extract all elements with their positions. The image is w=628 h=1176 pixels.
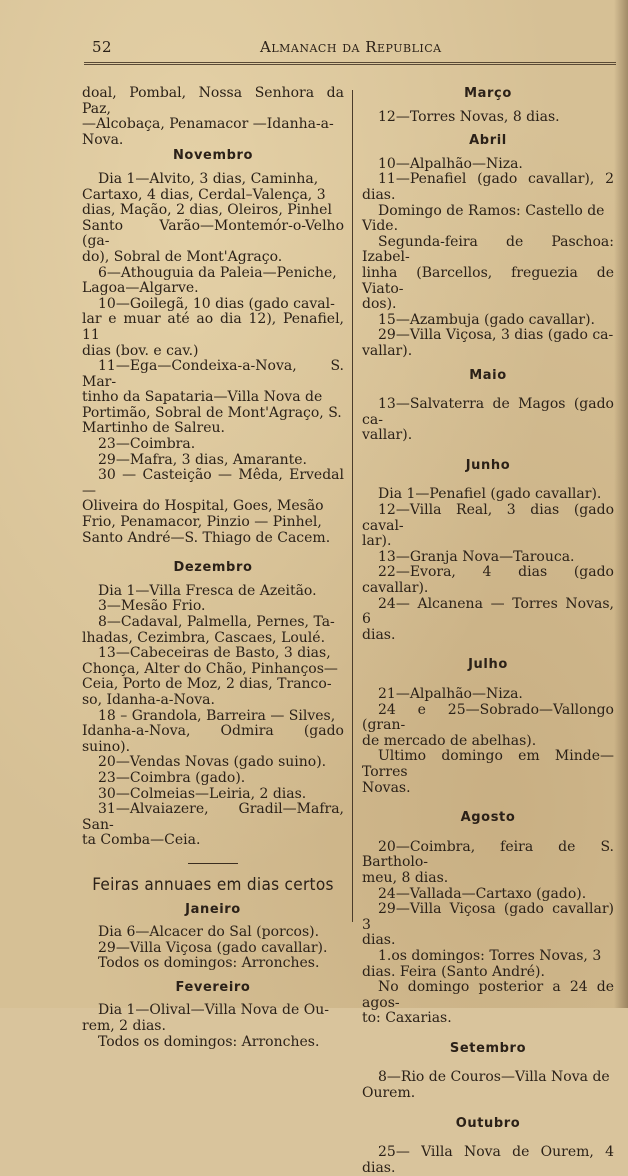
section-title-outubro: Outubro xyxy=(455,1115,521,1131)
text-line: Portimão, Sobral de Mont'Agraço, S. xyxy=(82,404,342,421)
text-line: Santo André—S. Thiago de Cacem. xyxy=(82,529,331,546)
text-line: Idanha-a-Nova, Odmira (gado suino). xyxy=(82,723,344,755)
text-line: 3—Mesão Frio. xyxy=(98,598,206,615)
text-line: Dia 1—Olival—Villa Nova de Ou- xyxy=(98,1002,329,1019)
text-line: 24— Alcanena — Torres Novas, 6 xyxy=(362,595,614,628)
text-line: vallar). xyxy=(362,427,413,444)
text-line: 10—Goilegã, 10 dias (gado caval- xyxy=(98,295,335,312)
text-line: ta Comba—Ceia. xyxy=(82,832,201,849)
text-line: 12—Villa Real, 3 dias (gado caval- xyxy=(362,502,614,534)
text-line: Martinho de Salreu. xyxy=(82,420,225,437)
text-line: 13—Granja Nova—Tarouca. xyxy=(378,548,575,565)
text-line: 8—Rio de Couros—Villa Nova de xyxy=(378,1069,610,1086)
text-line: do), Sobral de Mont'Agraço. xyxy=(82,248,283,265)
text-line: Cartaxo, 4 dias, Cerdal–Valença, 3 xyxy=(82,186,326,203)
text-line: Frio, Penamacor, Pinzio — Pinhel, xyxy=(82,514,322,531)
text-line: de mercado de abelhas). xyxy=(362,732,537,749)
text-line: 22—Evora, 4 dias (gado cavallar). xyxy=(362,564,614,597)
text-line: meu, 8 dias. xyxy=(362,869,449,886)
text-line: lar). xyxy=(362,533,392,550)
text-line: Vide. xyxy=(362,218,399,235)
text-line: vallar). xyxy=(362,342,413,359)
text-line: 29—Villa Viçosa, 3 dias (gado ca- xyxy=(378,327,614,344)
text-line: Ceia, Porto de Moz, 2 dias, Tranco- xyxy=(82,676,332,693)
text-line: 24 e 25—Sobrado—Vallongo (gran- xyxy=(362,701,614,734)
text-line: 18 – Grandola, Barreira — Silves, xyxy=(98,707,336,724)
text-line: 12—Torres Novas, 8 dias. xyxy=(378,108,560,125)
text-line: 8—Cadaval, Palmella, Pernes, Ta- xyxy=(98,614,335,630)
section-title-maio: Maio xyxy=(469,367,507,383)
text-line: Santo Varão—Montemór-o-Velho (ga- xyxy=(82,217,344,250)
text-line: Todos os domingos: Arronches. xyxy=(98,955,320,972)
section-title-setembro: Setembro xyxy=(449,1040,527,1056)
text-line: Todos os domingos: Arronches. xyxy=(98,1033,320,1050)
text-line: Lagoa—Algarve. xyxy=(82,280,199,297)
text-line: Ourem. xyxy=(362,1085,416,1102)
running-title: Almanach da Republica xyxy=(260,38,442,56)
page-edge-shadow xyxy=(614,0,628,1008)
section-title-janeiro: Janeiro xyxy=(185,901,241,917)
text-line: 20—Vendas Novas (gado suino). xyxy=(98,754,327,771)
page-header xyxy=(92,38,588,62)
text-line: so, Idanha-a-Nova. xyxy=(82,691,215,708)
text-line: dias. xyxy=(362,626,396,643)
text-line: Dia 1—Penafiel (gado cavallar). xyxy=(378,486,602,503)
text-line: dias. Feira (Santo André). xyxy=(362,963,545,980)
column-divider xyxy=(352,90,353,922)
text-line: 21—Alpalhão—Niza. xyxy=(378,686,523,702)
section-title-agosto: Agosto xyxy=(460,810,516,826)
text-line: dos). xyxy=(362,296,397,313)
text-line: rem, 2 dias. xyxy=(82,1018,166,1035)
header-rule xyxy=(84,62,616,65)
text-line: 20—Coimbra, feira de S. Bartholo- xyxy=(362,838,614,871)
section-title-dezembro: Dezembro xyxy=(173,560,253,576)
text-line: Dia 6—Alcacer do Sal (porcos). xyxy=(98,924,320,941)
text-line: doal, Pombal, Nossa Senhora da Paz, xyxy=(82,85,344,117)
text-line: 24—Vallada—Cartaxo (gado). xyxy=(378,885,587,902)
text-line: 29—Villa Viçosa (gado cavallar) 3 xyxy=(362,901,614,933)
text-line: 29—Villa Viçosa (gado cavallar). xyxy=(98,939,328,956)
text-line: dias. xyxy=(362,932,396,949)
text-line: Dia 1—Villa Fresca de Azeitão. xyxy=(98,582,317,599)
text-line: 13—Salvaterra de Magos (gado ca- xyxy=(362,396,614,428)
text-line: Chonça, Alter do Chão, Pinhanços— xyxy=(82,660,338,677)
text-line: 25— Villa Nova de Ourem, 4 dias. xyxy=(362,1144,614,1176)
section-title-marco: Março xyxy=(464,86,512,101)
text-line: 31—Alvaiazere, Gradil—Mafra, San- xyxy=(82,801,344,833)
text-line: 11—Penafiel (gado cavallar), 2 dias. xyxy=(362,171,614,203)
text-line: tinho da Sapataria—Villa Nova de xyxy=(82,389,323,406)
text-line: Oliveira do Hospital, Goes, Mesão xyxy=(82,498,324,515)
text-line: 1.os domingos: Torres Novas, 3 xyxy=(378,947,602,964)
text-line: 23—Coimbra. xyxy=(98,436,196,453)
text-line: 23—Coimbra (gado). xyxy=(98,769,246,786)
section-title-abril: Abril xyxy=(469,133,507,149)
section-title-junho: Junho xyxy=(465,457,511,473)
text-line: linha (Barcellos, freguezia de Viato- xyxy=(362,264,614,297)
text-line: 11—Ega—Condeixa-a-Nova, S. Mar- xyxy=(82,358,344,390)
text-line: 10—Alpalhão—Niza. xyxy=(378,155,523,172)
text-line: Segunda-feira de Paschoa: Izabel- xyxy=(362,233,614,266)
text-line: lar e muar até ao dia 12), Penafiel, 11 xyxy=(82,311,344,343)
text-line: 13—Cabeceiras de Basto, 3 dias, xyxy=(98,645,331,662)
section-title-fevereiro: Fevereiro xyxy=(175,979,251,995)
text-line: 29—Mafra, 3 dias, Amarante. xyxy=(98,451,307,468)
section-title-julho: Julho xyxy=(468,657,508,673)
text-line: dias, Mação, 2 dias, Oleiros, Pinhel xyxy=(82,202,332,219)
right-column xyxy=(362,86,614,1176)
text-line: 15—Azambuja (gado cavallar). xyxy=(378,311,595,328)
text-line: Ultimo domingo em Minde—Torres xyxy=(362,748,614,780)
text-line: Nova. xyxy=(82,131,124,148)
text-line: to: Caxarias. xyxy=(362,1010,452,1027)
text-line: dias (bov. e cav.) xyxy=(82,342,199,359)
text-line: 30 — Casteição — Mêda, Ervedal — xyxy=(82,467,344,499)
text-line: Novas. xyxy=(362,779,411,796)
section-title-novembro: Novembro xyxy=(172,148,254,164)
text-line: No domingo posterior a 24 de agos- xyxy=(362,979,614,1011)
text-line: 30—Colmeias—Leiria, 2 dias. xyxy=(98,785,307,802)
left-column xyxy=(82,86,344,1050)
text-line: —Alcobaça, Penamacor —Idanha-a- xyxy=(82,116,334,133)
feiras-annuaes-title: Feiras annuaes em dias certos xyxy=(92,874,334,895)
page-number: 52 xyxy=(92,38,113,56)
text-line: 6—Athouguia da Paleia—Peniche, xyxy=(98,264,337,281)
text-line: lhadas, Cezimbra, Cascaes, Loulé. xyxy=(82,629,326,646)
text-line: Dia 1—Alvito, 3 dias, Caminha, xyxy=(98,170,319,187)
text-line: Domingo de Ramos: Castello de xyxy=(378,202,605,219)
